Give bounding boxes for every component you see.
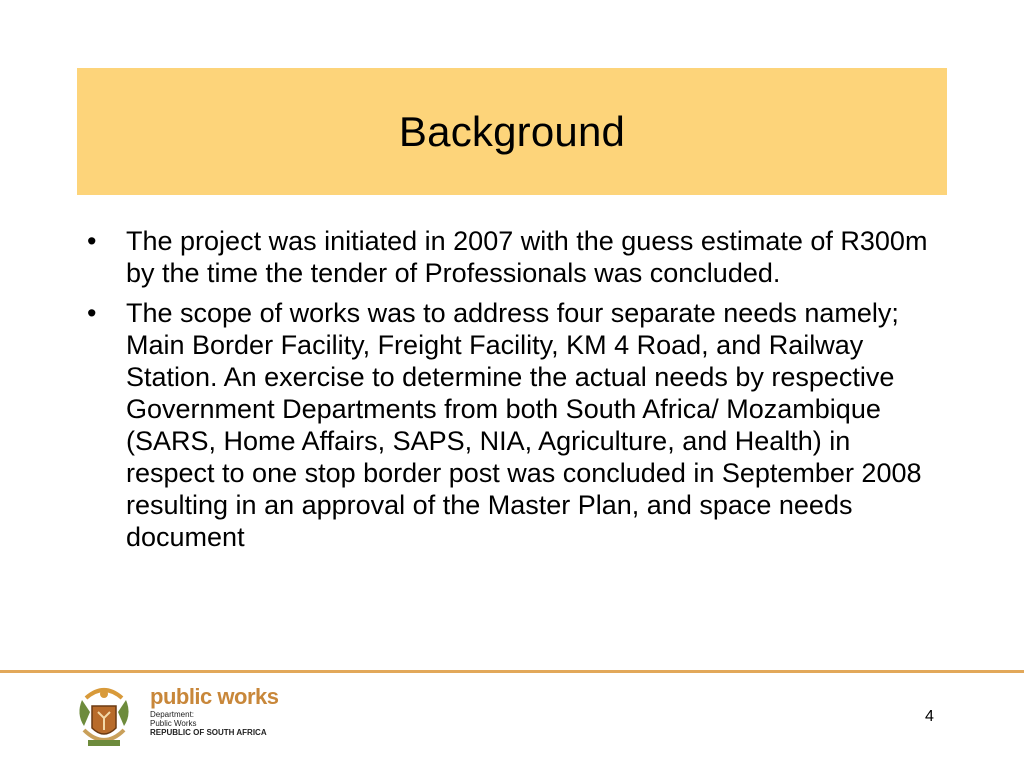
brand-name: public works [150,684,279,709]
bullet-dot-icon: • [87,298,97,328]
title-band [77,68,947,195]
bullet-item [85,297,945,553]
page-number: 4 [925,708,934,725]
bullet-dot-icon: • [87,226,97,256]
slide-title: Background [398,107,626,155]
brand-line-2: Public Works [150,719,197,728]
bullet-text: The scope of works was to address four separate needs namely; Main Border Facility, Freight Facility, KM 4 Road, and Railway Station. An exercise to determine the actual needs by respective Government Departments from both South Africa/ Mozambique (SARS, Home Affairs, SAPS, NIA, Agriculture, and Health) in respect to one stop border post was concluded in September 2008 resulting in an approval of the Master Plan, and space needs document [126,298,922,552]
bullet-text: The project was initiated in 2007 with the guess estimate of R300m by the time the tender of Professionals was concluded. [126,226,928,288]
bullet-item [85,225,945,289]
bullet-list [85,225,945,561]
footer-divider [0,670,1024,673]
brand-line-1: Department: [150,710,195,719]
brand-line-3: REPUBLIC OF SOUTH AFRICA [150,728,267,737]
brand-block [150,684,278,737]
coat-of-arms-icon [74,684,134,754]
